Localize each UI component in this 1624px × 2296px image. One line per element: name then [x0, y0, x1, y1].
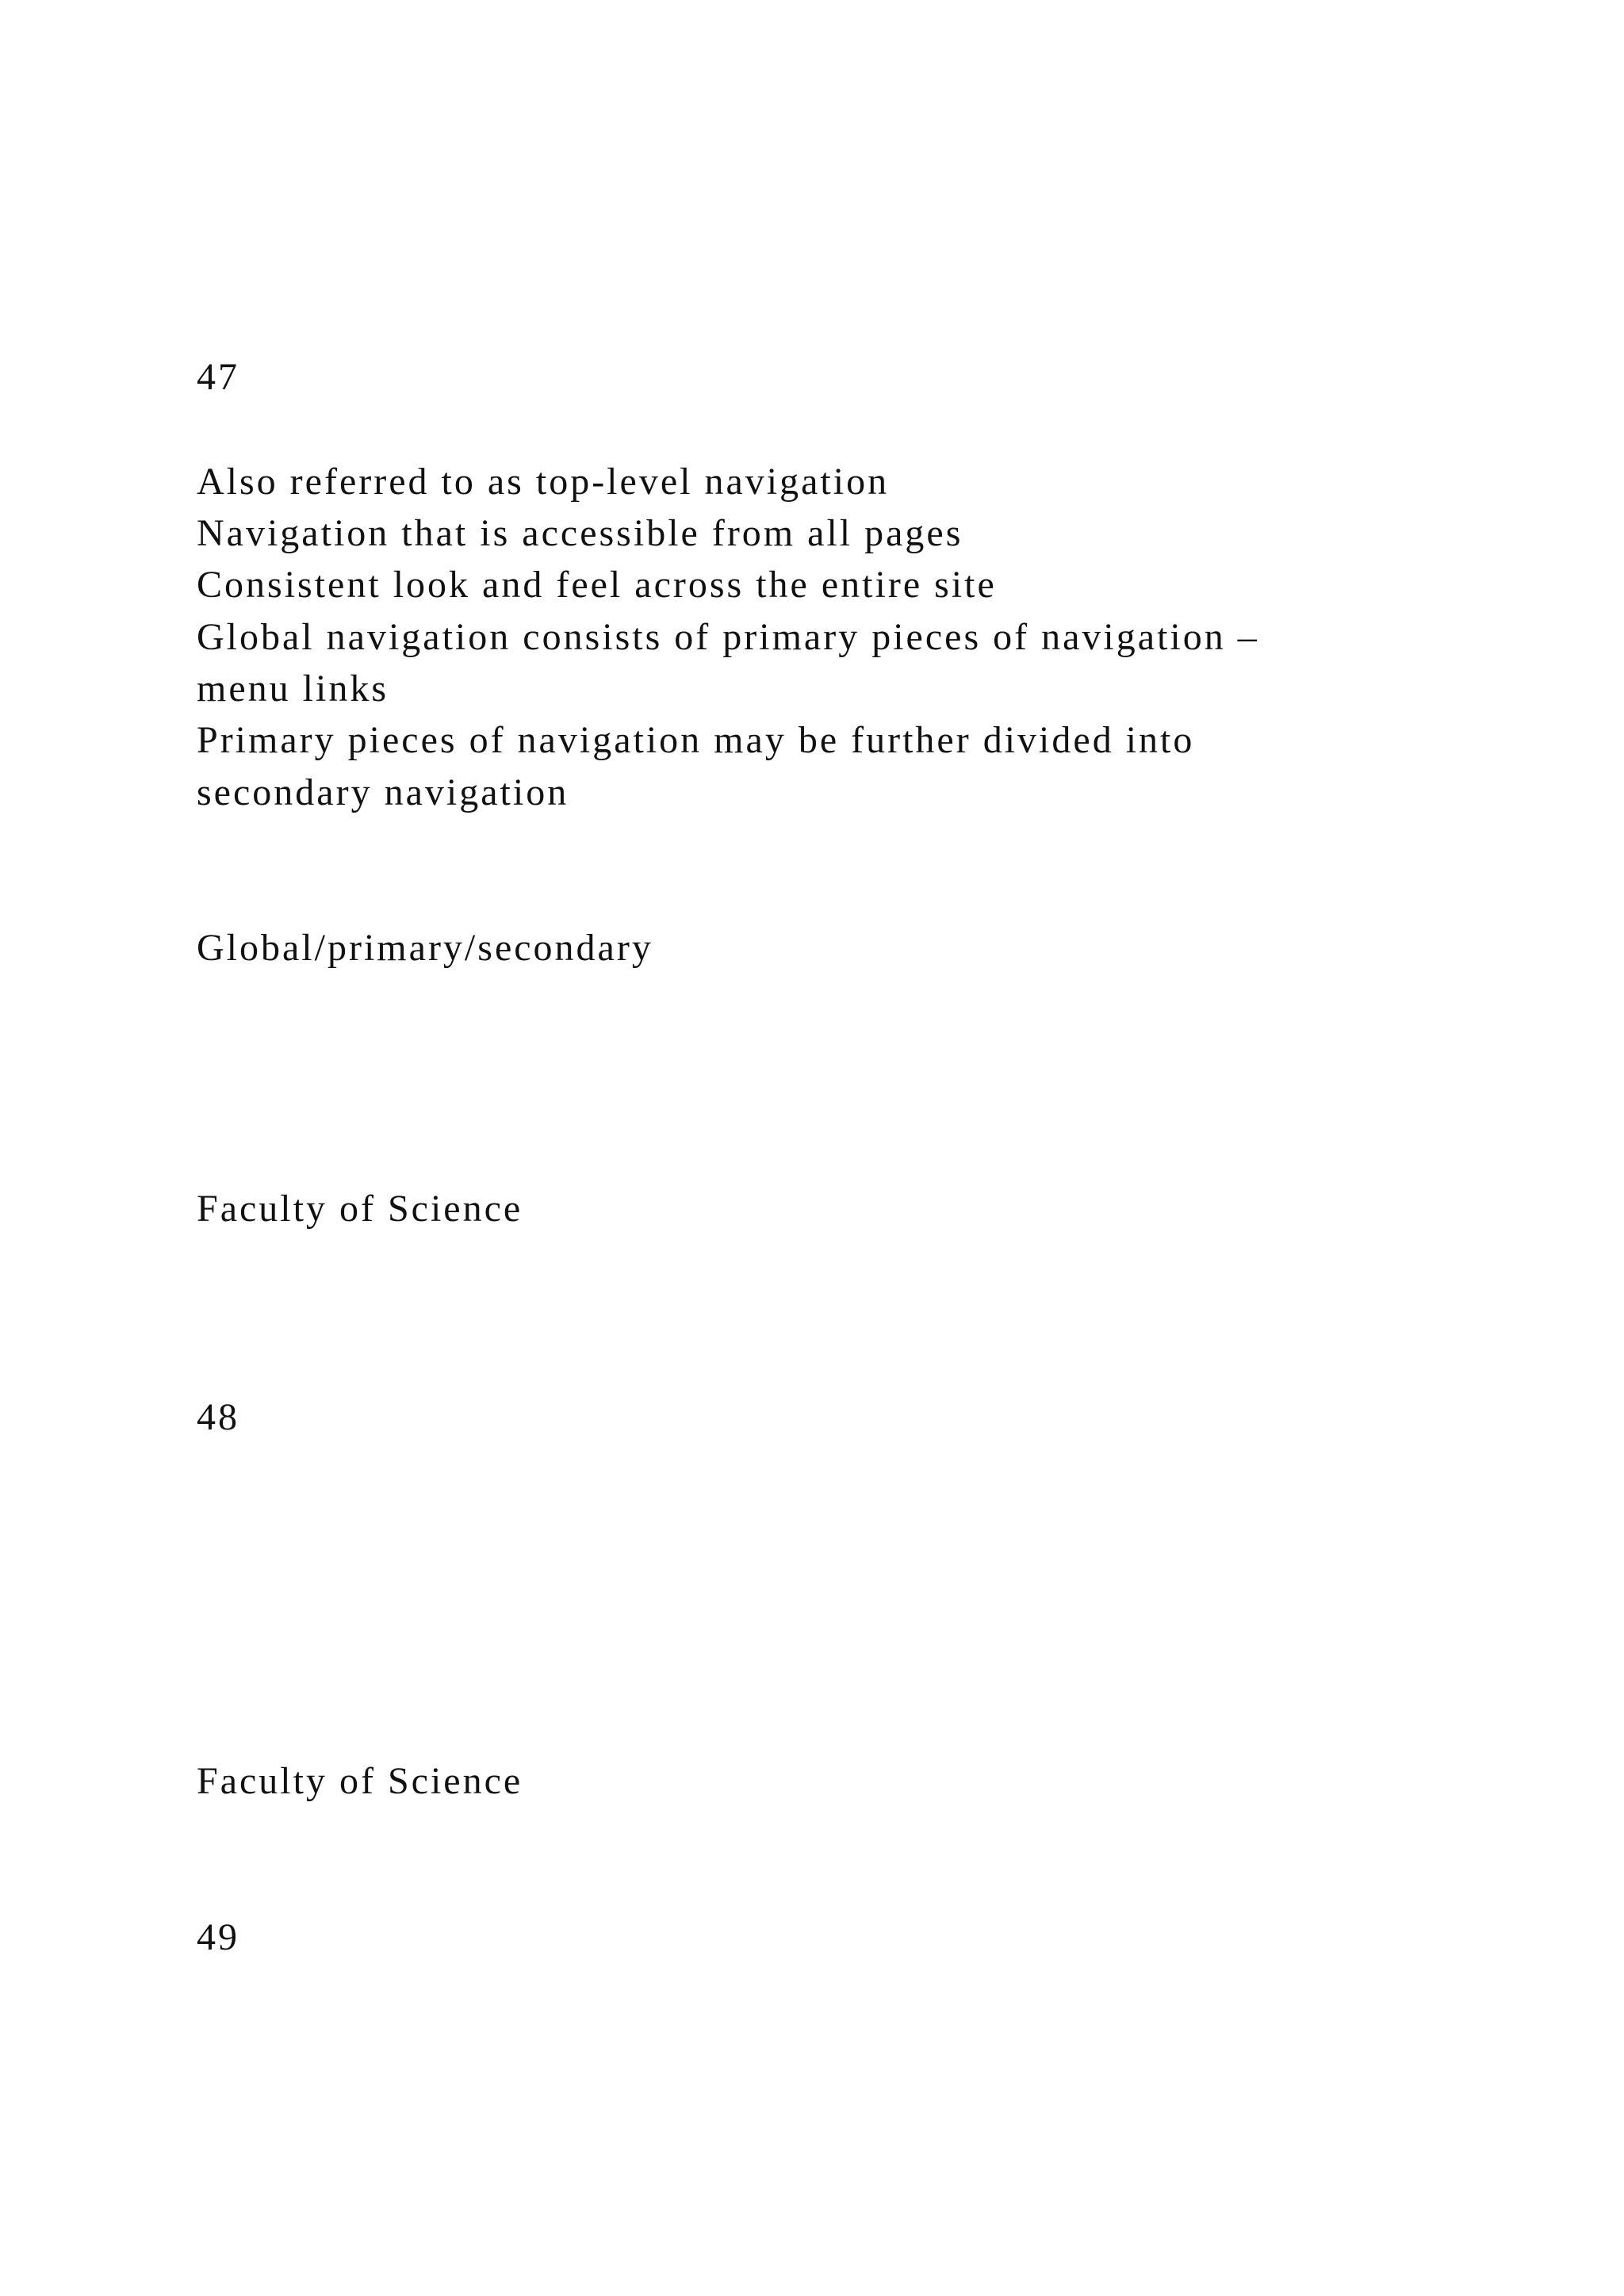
slide-number-49: 49	[197, 1916, 239, 1958]
bullet-line: menu links	[197, 668, 389, 710]
slide-number-48: 48	[197, 1396, 239, 1438]
bullet-line: Consistent look and feel across the entire site	[197, 564, 997, 606]
slide-number-47: 47	[197, 356, 239, 398]
bullet-line: Primary pieces of navigation may be further divided into	[197, 719, 1195, 761]
slide-footer-48: Faculty of Science	[197, 1760, 523, 1802]
section-heading: Global/primary/secondary	[197, 927, 653, 969]
bullet-line: Navigation that is accessible from all pages	[197, 512, 963, 554]
bullet-line: secondary navigation	[197, 771, 569, 813]
slide-footer-47: Faculty of Science	[197, 1188, 523, 1230]
bullet-line: Also referred to as top-level navigation	[197, 461, 890, 503]
bullet-line: Global navigation consists of primary pieces of navigation –	[197, 616, 1259, 658]
